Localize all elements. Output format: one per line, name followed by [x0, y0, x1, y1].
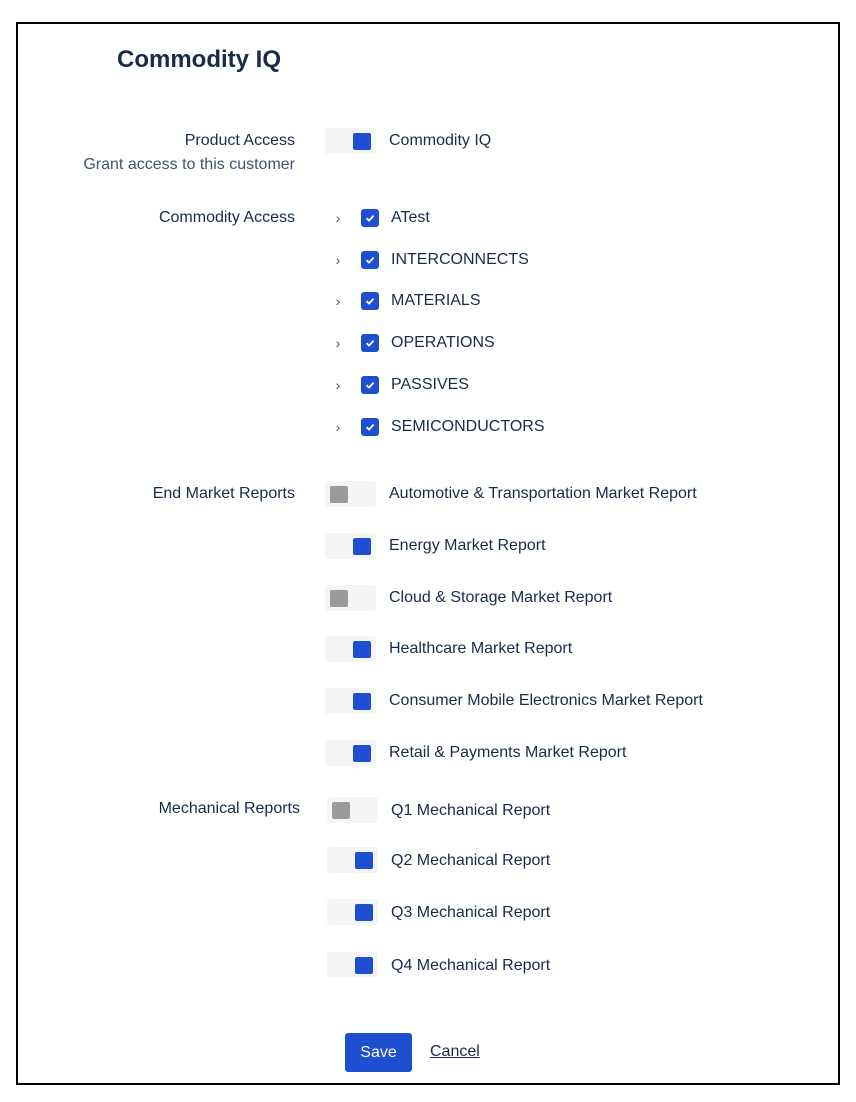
commodity-checkbox-semiconductors[interactable] — [361, 418, 379, 436]
chevron-right-icon[interactable]: › — [335, 419, 341, 435]
toggle-q3-mechanical-report[interactable] — [327, 899, 378, 925]
toggle-knob — [353, 133, 371, 150]
toggle-knob — [330, 486, 348, 503]
report-label: Q2 Mechanical Report — [391, 852, 551, 869]
checkmark-icon — [364, 295, 376, 307]
checkmark-icon — [364, 212, 376, 224]
toggle-knob — [332, 802, 350, 819]
toggle-automotive-report[interactable] — [325, 481, 376, 507]
page-title: Commodity IQ — [117, 46, 282, 73]
commodity-label: MATERIALS — [391, 292, 481, 309]
commodity-access-label: Commodity Access — [158, 209, 295, 226]
chevron-right-icon[interactable]: › — [335, 377, 341, 393]
commodity-label: INTERCONNECTS — [391, 251, 529, 268]
toggle-consumer-mobile-report[interactable] — [325, 688, 376, 714]
report-label: Healthcare Market Report — [389, 640, 573, 657]
report-label: Automotive & Transportation Market Report — [389, 485, 697, 502]
checkmark-icon — [364, 254, 376, 266]
toggle-cloud-storage-report[interactable] — [325, 585, 376, 611]
end-market-reports-label: End Market Reports — [152, 485, 295, 502]
product-access-label: Product Access — [184, 132, 295, 149]
commodity-checkbox-materials[interactable] — [361, 292, 379, 310]
toggle-knob — [353, 745, 371, 762]
toggle-q1-mechanical-report[interactable] — [327, 797, 378, 823]
chevron-right-icon[interactable]: › — [335, 252, 341, 268]
product-access-toggle[interactable] — [325, 128, 376, 154]
report-label: Q1 Mechanical Report — [391, 802, 551, 819]
toggle-knob — [353, 538, 371, 555]
checkmark-icon — [364, 337, 376, 349]
commodity-checkbox-interconnects[interactable] — [361, 251, 379, 269]
commodity-label: SEMICONDUCTORS — [391, 418, 545, 435]
report-label: Q3 Mechanical Report — [391, 904, 551, 921]
report-label: Energy Market Report — [389, 537, 546, 554]
commodity-checkbox-passives[interactable] — [361, 376, 379, 394]
toggle-healthcare-report[interactable] — [325, 636, 376, 662]
cancel-link[interactable]: Cancel — [430, 1043, 480, 1060]
save-button[interactable]: Save — [345, 1033, 412, 1072]
report-label: Cloud & Storage Market Report — [389, 589, 613, 606]
toggle-knob — [353, 693, 371, 710]
commodity-label: PASSIVES — [391, 376, 469, 393]
checkmark-icon — [364, 421, 376, 433]
report-label: Retail & Payments Market Report — [389, 744, 627, 761]
toggle-q2-mechanical-report[interactable] — [327, 847, 378, 873]
commodity-label: OPERATIONS — [391, 334, 495, 351]
report-label: Consumer Mobile Electronics Market Report — [389, 692, 703, 709]
chevron-right-icon[interactable]: › — [335, 335, 341, 351]
commodity-checkbox-operations[interactable] — [361, 334, 379, 352]
toggle-q4-mechanical-report[interactable] — [327, 952, 378, 978]
chevron-right-icon[interactable]: › — [335, 210, 341, 226]
toggle-knob — [355, 852, 373, 869]
toggle-energy-report[interactable] — [325, 533, 376, 559]
toggle-retail-payments-report[interactable] — [325, 740, 376, 766]
toggle-knob — [355, 957, 373, 974]
mechanical-reports-label: Mechanical Reports — [158, 800, 300, 817]
toggle-knob — [355, 904, 373, 921]
chevron-right-icon[interactable]: › — [335, 293, 341, 309]
checkmark-icon — [364, 379, 376, 391]
toggle-knob — [330, 590, 348, 607]
commodity-label: ATest — [391, 209, 430, 226]
toggle-knob — [353, 641, 371, 658]
product-access-sublabel: Grant access to this customer — [83, 156, 295, 173]
commodity-checkbox-atest[interactable] — [361, 209, 379, 227]
report-label: Q4 Mechanical Report — [391, 957, 551, 974]
product-access-toggle-label: Commodity IQ — [389, 132, 492, 149]
